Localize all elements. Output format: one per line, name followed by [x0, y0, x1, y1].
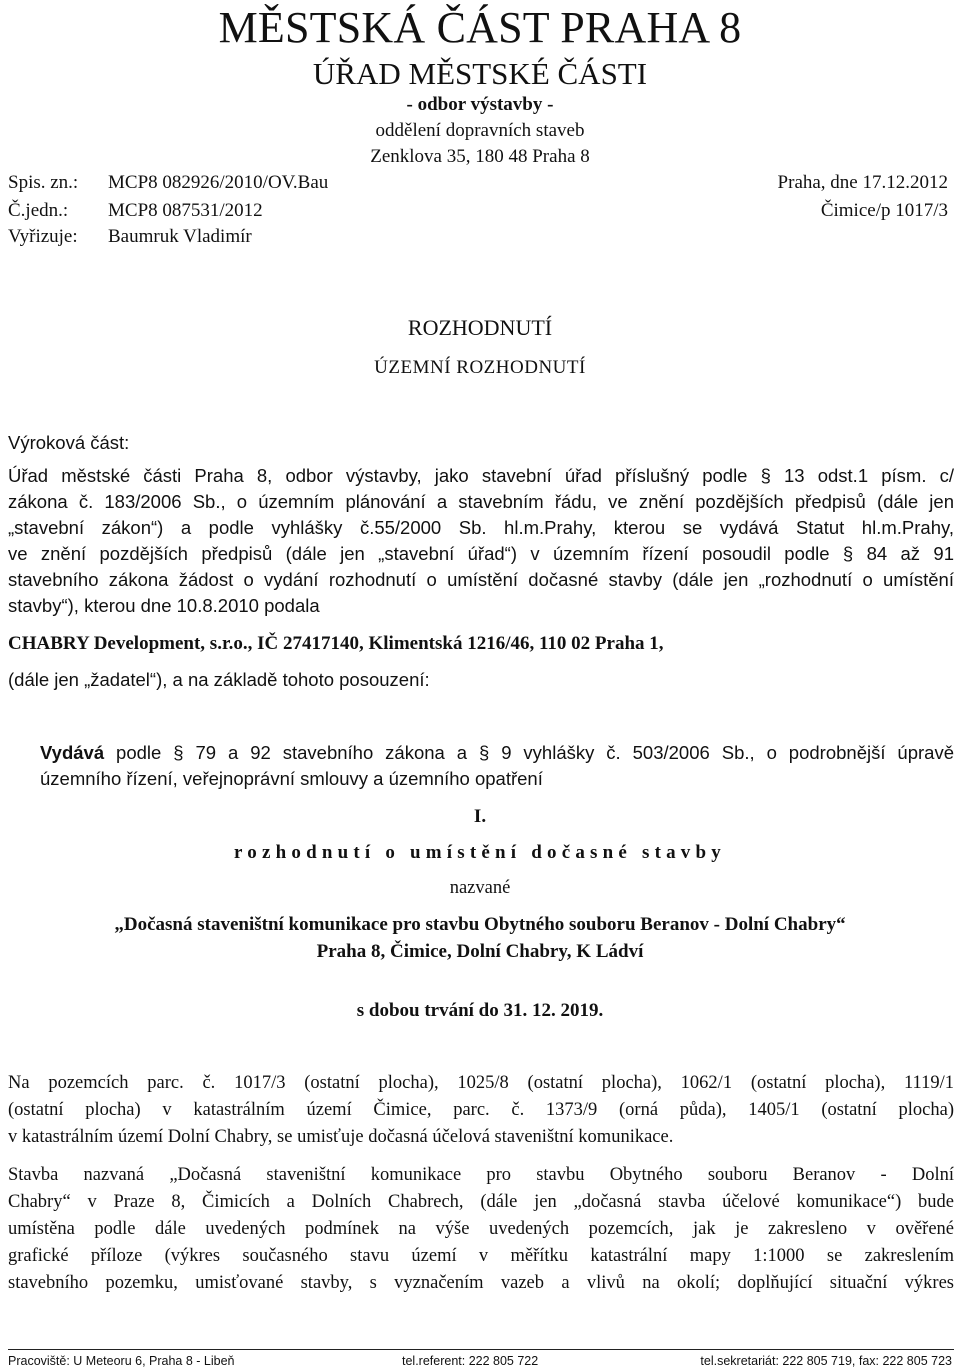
verdict-heading: Výroková část: — [8, 432, 130, 453]
file-number-value: MCP8 082926/2010/OV.Bau — [108, 172, 329, 193]
named-label: nazvané — [449, 878, 511, 898]
reference-number-label: Č.jedn.: — [8, 200, 69, 221]
verdict-line: Úřad městské části Praha 8, odbor výstavby, jako stavební úřad příslušný podle § 13 odst.1 písm. c/ — [8, 465, 954, 486]
parcels-line: v katastrálním území Dolní Chabry, se umisťuje dočasná účelová staveništní komunikace. — [8, 1127, 674, 1147]
issues-legal-basis: podle § 79 a 92 stavebního zákona a § 9 vyhlášky č. 503/2006 Sb., o podrobnější úpravě — [104, 742, 954, 763]
parcel-reference: Čimice/p 1017/3 — [820, 200, 948, 221]
applicant-note: (dále jen „žadatel“), a na základě tohoto posouzení: — [8, 669, 430, 690]
section-heading: rozhodnutí o umístění dočasné stavby — [234, 842, 726, 863]
footer-divider — [8, 1349, 954, 1350]
parcels-line: (ostatní plocha) v katastrálním území Čimice, parc. č. 1373/9 (orná půda), 1405/1 (ostatní plocha) — [8, 1100, 954, 1120]
decision-subtitle: ÚZEMNÍ ROZHODNUTÍ — [374, 357, 586, 378]
office-address: Zenklova 35, 180 48 Praha 8 — [370, 146, 590, 167]
footer-workplace: Pracoviště: U Meteoru 6, Praha 8 - Libeň — [8, 1354, 235, 1368]
parcels-line: Na pozemcích parc. č. 1017/3 (ostatní plocha), 1025/8 (ostatní plocha), 1062/1 (ostatní plocha), 1119/1 — [8, 1073, 954, 1093]
verdict-line: zákona č. 183/2006 Sb., o územním plánování a stavebním řádu, ve znění pozdějších předpisů (dále jen — [8, 491, 954, 512]
office-subtitle: ÚŘAD MĚSTSKÉ ČÁSTI — [312, 56, 648, 91]
department-name: - odbor výstavby - — [406, 94, 554, 115]
construction-name-line-1: „Dočasná staveništní komunikace pro stavbu Obytného souboru Beranov - Dolní Chabry“ — [114, 914, 846, 935]
handled-by-label: Vyřizuje: — [8, 226, 78, 247]
verdict-line: stavby“), kterou dne 10.8.2010 podala — [8, 595, 320, 616]
issues-line-2: územního řízení, veřejnoprávní smlouvy a územního opatření — [40, 768, 543, 789]
description-line: grafické příloze (výkres současného stavu území v měřítku katastrální mapy 1:1000 se zakreslením — [8, 1246, 954, 1266]
description-line: umístěna podle dále uvedených podmínek na výše uvedených pozemcích, jak je zakresleno v ověřené — [8, 1219, 954, 1239]
description-line: Stavba nazvaná „Dočasná staveništní komunikace pro stavbu Obytného souboru Beranov - Dolní — [8, 1165, 954, 1185]
issues-verb: Vydává — [40, 742, 105, 763]
verdict-line: ve znění pozdějších předpisů (dále jen „stavební úřad“) v územním řízení posoudil podle § 84 až 91 — [8, 543, 954, 564]
issues-line — [40, 742, 954, 764]
file-number-label: Spis. zn.: — [8, 172, 79, 193]
footer-referent-phone: tel.referent: 222 805 722 — [402, 1354, 539, 1368]
authority-title: MĚSTSKÁ ČÁST PRAHA 8 — [218, 3, 742, 52]
duration: s dobou trvání do 31. 12. 2019. — [356, 1000, 604, 1021]
verdict-line: stavebního zákona žádost o vydání rozhodnutí o umístění dočasné stavby (dále jen „rozhodnutí o umístění — [8, 569, 954, 590]
description-line: stavebního pozemku, umisťované stavby, s vyznačením vazeb a vlivů na okolí; doplňující situační výkres — [8, 1273, 954, 1293]
handled-by-value: Baumruk Vladimír — [108, 226, 252, 247]
issue-date: Praha, dne 17.12.2012 — [777, 172, 948, 193]
decision-title: ROZHODNUTÍ — [407, 315, 553, 340]
footer-secretariat-phone: tel.sekretariát: 222 805 719, fax: 222 805 723 — [700, 1354, 952, 1368]
construction-name-line-2: Praha 8, Čimice, Dolní Chabry, K Ládví — [316, 941, 644, 962]
reference-number-value: MCP8 087531/2012 — [108, 200, 263, 221]
applicant: CHABRY Development, s.r.o., IČ 27417140, Klimentská 1216/46, 110 02 Praha 1, — [8, 633, 664, 654]
section-name: oddělení dopravních staveb — [375, 120, 585, 141]
description-line: Chabry“ v Praze 8, Čimicích a Dolních Chabrech, (dále jen „dočasná stavba účelové komunikace“) bude — [8, 1192, 954, 1212]
verdict-line: „stavební zákon“) a podle vyhlášky č.55/2000 Sb. hl.m.Prahy, kterou se vydává Statut hl.m.Prahy, — [8, 517, 954, 538]
section-number: I. — [473, 806, 487, 827]
